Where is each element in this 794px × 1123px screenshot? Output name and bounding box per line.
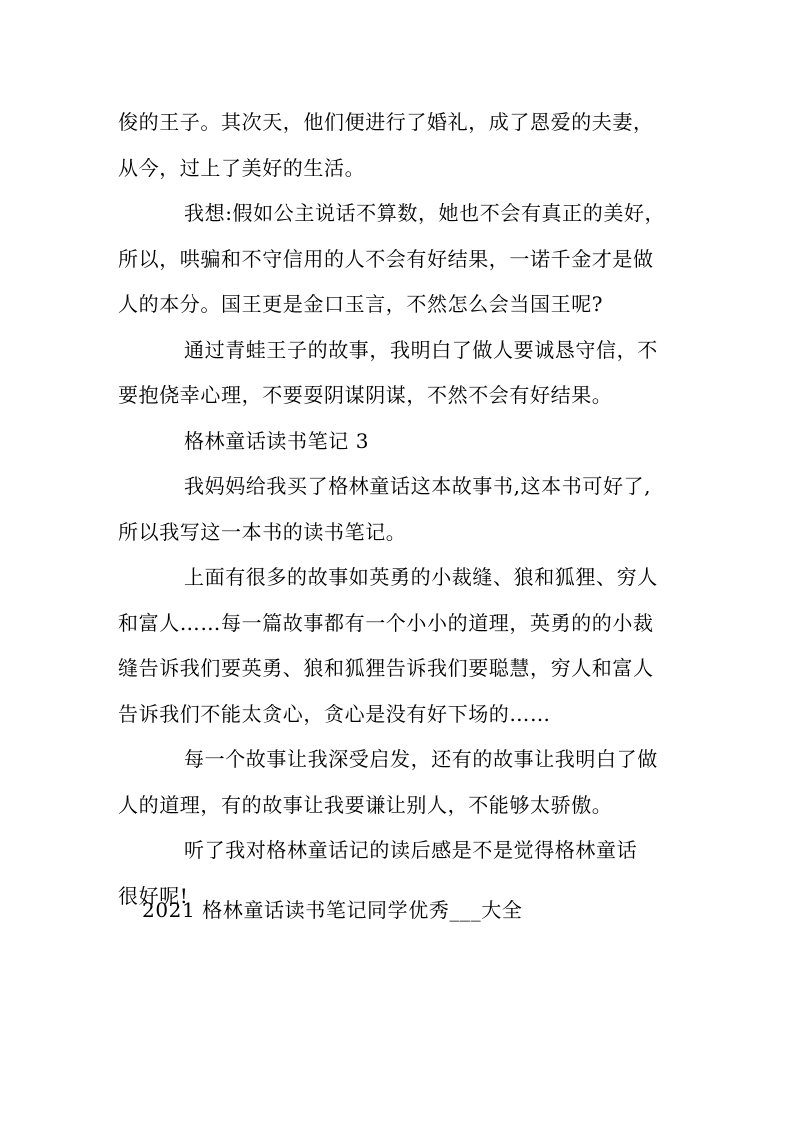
paragraph bbox=[118, 328, 678, 419]
text-line: 我想:假如公主说话不算数，她也不会有真正的美好， bbox=[184, 201, 666, 225]
text-line: 每一个故事让我深受启发，还有的故事让我明白了做 bbox=[184, 747, 658, 771]
text-line: 俊的王子。其次天，他们便进行了婚礼，成了恩爱的夫妻， bbox=[118, 110, 654, 134]
text-line: 所以我写这一本书的读书笔记。 bbox=[118, 519, 407, 544]
text-line: 从今，过上了美好的生活。 bbox=[118, 155, 366, 180]
paragraph bbox=[118, 191, 678, 328]
paragraph bbox=[118, 555, 678, 737]
text-line: 听了我对格林童话记的读后感是不是觉得格林童话 bbox=[184, 838, 638, 862]
section-heading bbox=[118, 419, 678, 465]
text-line: 人的道理，有的故事让我要谦让别人，不能够太骄傲。 bbox=[118, 792, 613, 817]
text-line: 要抱侥幸心理，不要耍阴谋阴谋，不然不会有好结果。 bbox=[118, 383, 613, 407]
text-line: 和富人……每一篇故事都有一个小小的道理，英勇的的小裁 bbox=[118, 610, 654, 635]
text-line: 告诉我们不能太贪心，贪心是没有好下场的…… bbox=[118, 701, 551, 726]
section-heading-text: 格林童话读书笔记 3 bbox=[184, 428, 370, 453]
text-line: 我妈妈给我买了格林童话这本故事书,这本书可好了, bbox=[184, 474, 652, 498]
text-line: 所以，哄骗和不守信用的人不会有好结果，一诺千金才是做 bbox=[118, 246, 654, 271]
text-line: 上面有很多的故事如英勇的小裁缝、狼和狐狸、穷人 bbox=[184, 565, 658, 589]
text-line: 很好呢! bbox=[118, 883, 189, 908]
text-line: 人的本分。国王更是金口玉言，不然怎么会当国王呢? bbox=[118, 292, 604, 316]
text-line: 缝告诉我们要英勇、狼和狐狸告诉我们要聪慧，穷人和富人 bbox=[118, 656, 654, 680]
text-line: 通过青蛙王子的故事，我明白了做人要诚恳守信，不 bbox=[184, 337, 658, 362]
paragraph bbox=[118, 464, 678, 555]
paragraph bbox=[118, 100, 678, 191]
paragraph bbox=[118, 737, 678, 828]
footer-title: 2021 格林童话读书笔记同学优秀___大全 bbox=[142, 898, 523, 922]
document-body bbox=[118, 100, 678, 919]
